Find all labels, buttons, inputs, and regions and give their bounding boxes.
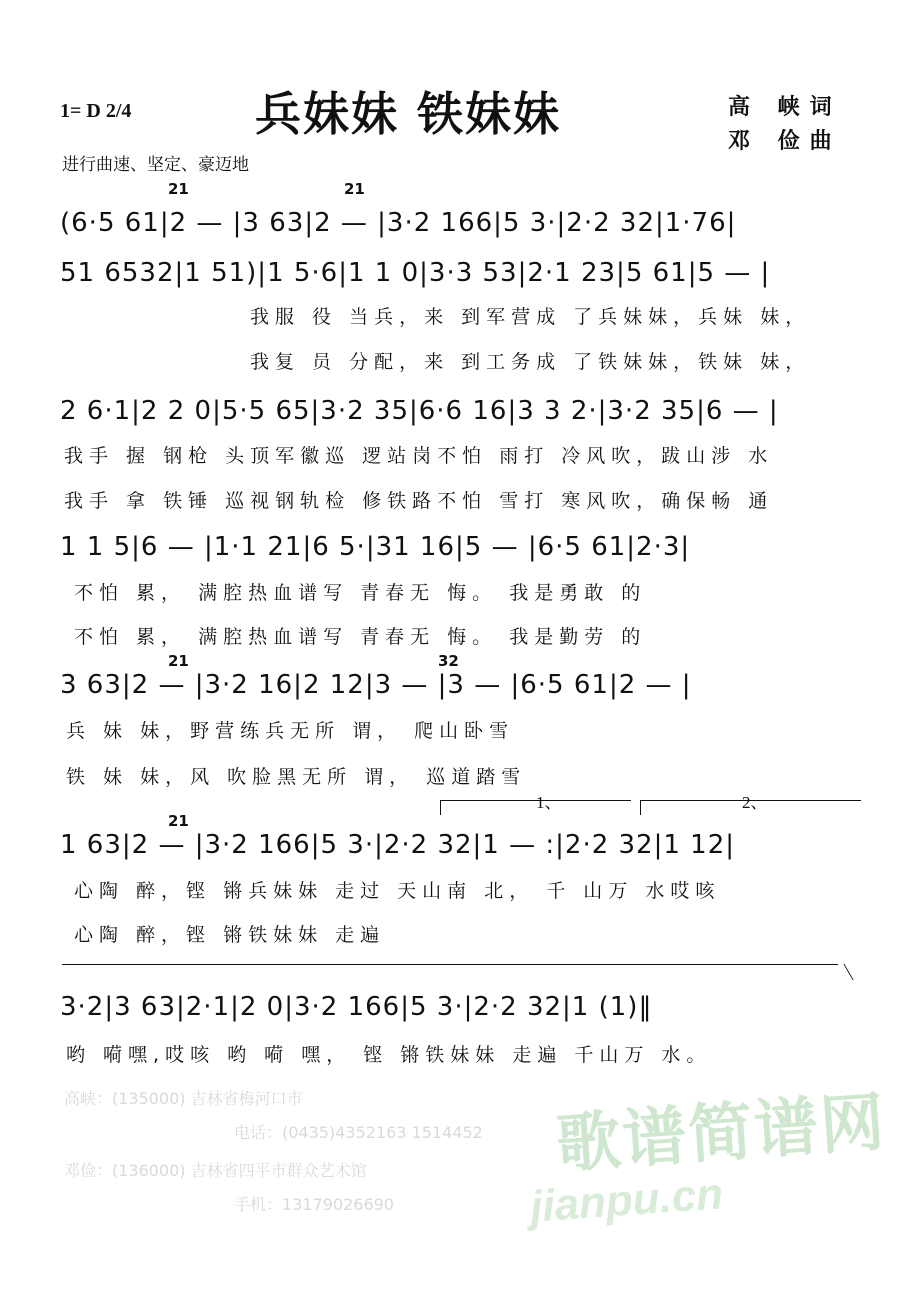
lyric-verse-1: 哟 嗬嘿,哎咳 哟 嗬 嘿， 铿 锵铁妹妹 走遍 千山万 水。 xyxy=(66,1044,712,1066)
contact-composer: 邓俭：(136000) 吉林省四平市群众艺术馆 xyxy=(64,1161,367,1180)
lyric-verse-1: 我服 役 当兵，来 到军营成 了兵妹妹，兵妹 妹， xyxy=(250,306,811,328)
volta-label-1: 1、 xyxy=(536,793,562,812)
watermark-logo: 歌谱简谱网 xyxy=(554,1085,889,1183)
score-line-1: (6·5 61|2 — |3 63|2 — |3·2 166|5 3·|2·2 32|1·76| xyxy=(60,208,737,238)
lyricist-credit: 高 峡词 xyxy=(728,94,842,120)
lyric-verse-1: 我手 握 钢枪 头顶军徽巡 逻站岗不怕 雨打 冷风吹，跋山涉 水 xyxy=(64,445,774,467)
key-signature: 1= D 2/4 xyxy=(60,100,132,122)
watermark-url: jianpu.cn xyxy=(528,1169,725,1232)
tempo-marking: 进行曲速、坚定、豪迈地 xyxy=(62,155,249,175)
grace-note: 21 xyxy=(168,812,189,830)
score-line-3: 2 6·1|2 2 0|5·5 65|3·2 35|6·6 16|3 3 2·|3·2 35|6 — | xyxy=(60,396,779,426)
score-line-2: 51 6532|1 51)|1 5·6|1 1 0|3·3 53|2·1 23|5 61|5 — | xyxy=(60,258,771,288)
grace-note: 21 xyxy=(168,180,189,198)
coda-bracket-line xyxy=(62,964,838,965)
volta-label-2: 2、 xyxy=(742,793,768,812)
grace-note: 32 xyxy=(438,652,459,670)
lyric-verse-2: 我复 员 分配，来 到工务成 了铁妹妹，铁妹 妹， xyxy=(250,351,811,373)
coda-bracket-end xyxy=(831,964,853,980)
grace-note: 21 xyxy=(168,652,189,670)
lyric-verse-2: 我手 拿 铁锤 巡视钢轨检 修铁路不怕 雪打 寒风吹，确保畅 通 xyxy=(64,490,774,512)
contact-phone-1: 电话：(0435)4352163 1514452 xyxy=(234,1123,483,1142)
lyric-verse-1: 兵 妹 妹，野营练兵无所 谓， 爬山卧雪 xyxy=(66,720,515,742)
contact-phone-2: 手机：13179026690 xyxy=(234,1195,394,1214)
lyric-verse-2: 铁 妹 妹，风 吹脸黑无所 谓， 巡道踏雪 xyxy=(66,766,527,788)
score-line-4: 1 1 5|6 — |1·1 21|6 5·|31 16|5 — |6·5 61|2·3| xyxy=(60,532,691,562)
score-line-5: 3 63|2 — |3·2 16|2 12|3 — |3 — |6·5 61|2 — | xyxy=(60,670,692,700)
score-line-6: 1 63|2 — |3·2 166|5 3·|2·2 32|1 — :|2·2 32|1 12| xyxy=(60,830,736,860)
lyric-verse-2: 心陶 醉，铿 锵铁妹妹 走遍 xyxy=(74,924,386,946)
contact-lyricist: 高峡：(135000) 吉林省梅河口市 xyxy=(64,1089,303,1108)
song-title: 兵妹妹 铁妹妹 xyxy=(255,87,562,141)
grace-note: 21 xyxy=(344,180,365,198)
composer-credit: 邓 俭曲 xyxy=(728,128,842,154)
lyric-verse-1: 心陶 醉，铿 锵兵妹妹 走过 天山南 北， 千 山万 水哎咳 xyxy=(74,880,721,902)
lyric-verse-2: 不怕 累， 满腔热血谱写 青春无 悔。 我是勤劳 的 xyxy=(74,626,647,648)
lyric-verse-1: 不怕 累， 满腔热血谱写 青春无 悔。 我是勇敢 的 xyxy=(74,582,647,604)
score-line-7: 3·2|3 63|2·1|2 0|3·2 166|5 3·|2·2 32|1 (1)‖ xyxy=(60,992,653,1022)
